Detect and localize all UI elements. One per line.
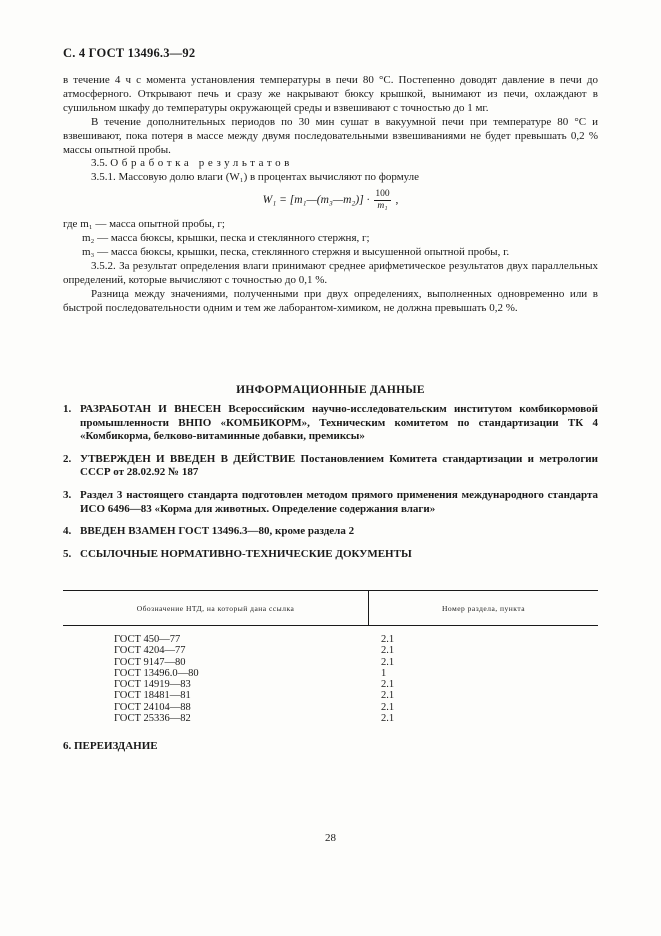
table-cell-document: ГОСТ 14919—83 (114, 679, 191, 691)
formula-end: , (395, 194, 399, 207)
fraction-numerator: 100 (375, 189, 390, 200)
table-cell-document: ГОСТ 25336—82 (114, 713, 191, 725)
table-body (63, 626, 598, 724)
table-cell-document: ГОСТ 450—77 (114, 634, 181, 645)
formula-fraction (374, 189, 390, 212)
table-cell-section: 2.1 (381, 679, 395, 691)
info-item (63, 525, 598, 539)
info-item-number: 4. (63, 525, 72, 538)
info-item-text: УТВЕРЖДЕН И ВВЕДЕН В ДЕЙСТВИЕ Постановлением Комитета стандартизации и метрологии СССР от 28.02.92 № 187 (80, 452, 598, 479)
table-cell-section: 2.1 (381, 634, 395, 645)
column-header-section: Номер раздела, пункта (441, 603, 526, 613)
info-item-text: ССЫЛОЧНЫЕ НОРМАТИВНО-ТЕХНИЧЕСКИЕ ДОКУМЕНТЫ (80, 547, 412, 560)
table-header (63, 590, 598, 626)
table-cell-document: ГОСТ 24104—88 (114, 701, 191, 713)
info-item-number: 2. (63, 452, 72, 465)
section-3-5-heading (63, 157, 598, 171)
formula-lhs: W₁ = [m₁—(m₃—m₂)] · (262, 194, 370, 207)
table-cell-section: 2.1 (381, 656, 395, 668)
paragraph-additional-periods: В течение дополнительных периодов по 30 мин сушат в вакуумной печи при температуре 80 °С и взвешивают, пока потеря в массе между двумя последовательными взвешиваниями не будет превышать 0,2 % массы опытной пробы. (63, 115, 598, 156)
info-item-reissue: 6. ПЕРЕИЗДАНИЕ (63, 740, 158, 752)
fraction-denominator: m₁ (377, 201, 388, 212)
info-item-text: РАЗРАБОТАН И ВНЕСЕН Всероссийским научно-исследовательским институтом комбикормовой промышленности ВНПО «КОМБИКОРМ», Техническим комитетом по стандартизации ТК 4 «Комбикорма, белково-витаминные добавки, премиксы» (80, 403, 598, 443)
table-cell-document: ГОСТ 18481—81 (114, 690, 191, 702)
table-cell-section: 2.1 (381, 645, 395, 657)
table-cell-section: 2.1 (381, 701, 395, 713)
definition-m1: где m₁ — масса опытной пробы, г; (63, 218, 225, 231)
main-text (63, 74, 598, 316)
info-item-text: Раздел 3 настоящего стандарта подготовлен методом прямого применения международного стандарта ИСО 6496—83 «Корма для животных. Определение содержания влаги» (80, 488, 598, 515)
references-table (63, 590, 598, 724)
section-3-5-2: 3.5.2. За результат определения влаги принимают среднее арифметическое результатов двух параллельных определений, которые вычисляют с точностью до 0,1 %. (63, 259, 598, 286)
info-list (63, 403, 598, 570)
definition-m3: m₃ — масса бюксы, крышки, песка, стеклянного стержня и высушенной опытной пробы, г. (82, 246, 510, 259)
definition-m2: m₂ — масса бюксы, крышки, песка и стеклянного стержня, г; (82, 232, 370, 245)
page-number: 28 (325, 832, 336, 844)
info-item-number: 5. (63, 547, 72, 560)
info-item (63, 489, 598, 516)
paragraph-difference: Разница между значениями, полученными при двух определениях, выполненных одновременно или в быстрой последовательности одним и тем же лаборантом-химиком, не должна превышать 0,2 %. (63, 287, 598, 314)
table-cell-document: ГОСТ 4204—77 (114, 645, 186, 657)
info-item (63, 548, 598, 562)
page-header: С. 4 ГОСТ 13496.3—92 (63, 46, 196, 60)
table-cell-document: ГОСТ 13496.0—80 (114, 667, 199, 679)
section-3-5-1: 3.5.1. Массовую долю влаги (W₁) в процентах вычисляют по формуле (91, 171, 420, 184)
moisture-formula (63, 189, 598, 212)
column-header-document: Обозначение НТД, на который дана ссылка (63, 591, 369, 625)
info-item (63, 403, 598, 444)
info-item (63, 453, 598, 480)
table-cell-section: 2.1 (381, 713, 395, 725)
section-column (368, 634, 598, 724)
info-item-number: 1. (63, 403, 72, 415)
info-item-text: ВВЕДЕН ВЗАМЕН ГОСТ 13496.3—80, кроме раздела 2 (80, 525, 355, 538)
info-item-number: 3. (63, 488, 72, 501)
table-cell-section: 1 (381, 667, 387, 679)
section-title: Обработка результатов (110, 157, 293, 170)
table-cell-document: ГОСТ 9147—80 (114, 656, 186, 668)
table-cell-section: 2.1 (381, 690, 395, 702)
info-data-title: ИНФОРМАЦИОННЫЕ ДАННЫЕ (236, 384, 425, 396)
paragraph-drying: в течение 4 ч с момента установления температуры в печи 80 °С. Постепенно доводят давление в печи до атмосферного. Открывают печь и сразу же накрывают бюксу крышкой, вынимают из печи, охлаждают в сушильном шкафу до температуры окружающей среды и взвешивают с точностью до 1 мг. (63, 74, 598, 114)
section-number: 3.5. (91, 157, 108, 170)
document-column (63, 634, 368, 724)
